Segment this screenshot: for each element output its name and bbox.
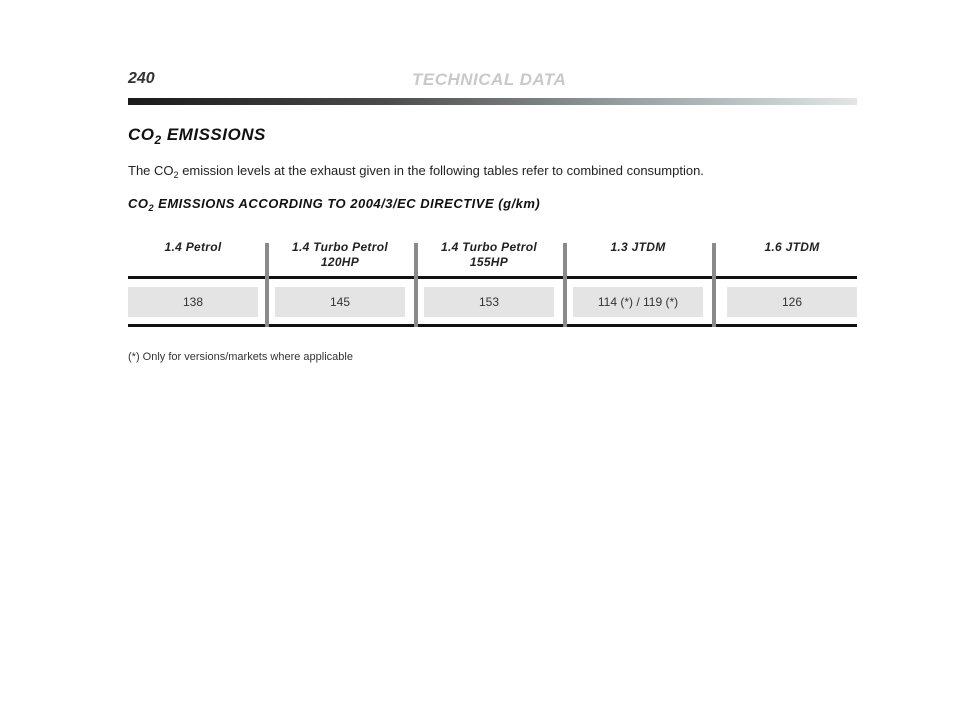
table-rule-top (128, 276, 857, 279)
page-number: 240 (128, 70, 155, 87)
page-heading: $CO_2$ EMISSIONS (128, 125, 266, 148)
column-header-1-3-jtdm: 1.3 JTDM (610, 240, 666, 254)
column-divider (712, 243, 716, 327)
column-header-1-4-turbo-120hp: 1.4 Turbo Petrol 120HP (292, 240, 388, 269)
intro-text: The $CO_2$ emission levels at the exhaust given in the following tables refer to combined consumption. (128, 163, 704, 181)
column-divider (563, 243, 567, 327)
value-cell-1-6-jtdm: 126 (727, 287, 857, 317)
column-divider (265, 243, 269, 327)
emissions-table (128, 240, 857, 328)
column-divider (414, 243, 418, 327)
column-header-1-4-turbo-155hp: 1.4 Turbo Petrol 155HP (441, 240, 537, 269)
section-title: TECHNICAL DATA (412, 70, 567, 89)
value-cell-1-4-petrol: 138 (128, 287, 258, 317)
column-header-1-6-jtdm: 1.6 JTDM (764, 240, 820, 254)
column-header-1-4-petrol: 1.4 Petrol (164, 240, 222, 254)
table-heading: $CO_2$ EMISSIONS ACCORDING TO 2004/3/EC DIRECTIVE (g/km) (128, 196, 541, 214)
value-cell-1-4-turbo-155hp: 153 (424, 287, 554, 317)
header-rule (128, 98, 857, 105)
value-cell-1-4-turbo-120hp: 145 (275, 287, 405, 317)
footnote: (*) Only for versions/markets where applicable (128, 351, 353, 363)
value-cell-1-3-jtdm: 114 (*) / 119 (*) (573, 287, 703, 317)
table-rule-bottom (128, 324, 857, 327)
